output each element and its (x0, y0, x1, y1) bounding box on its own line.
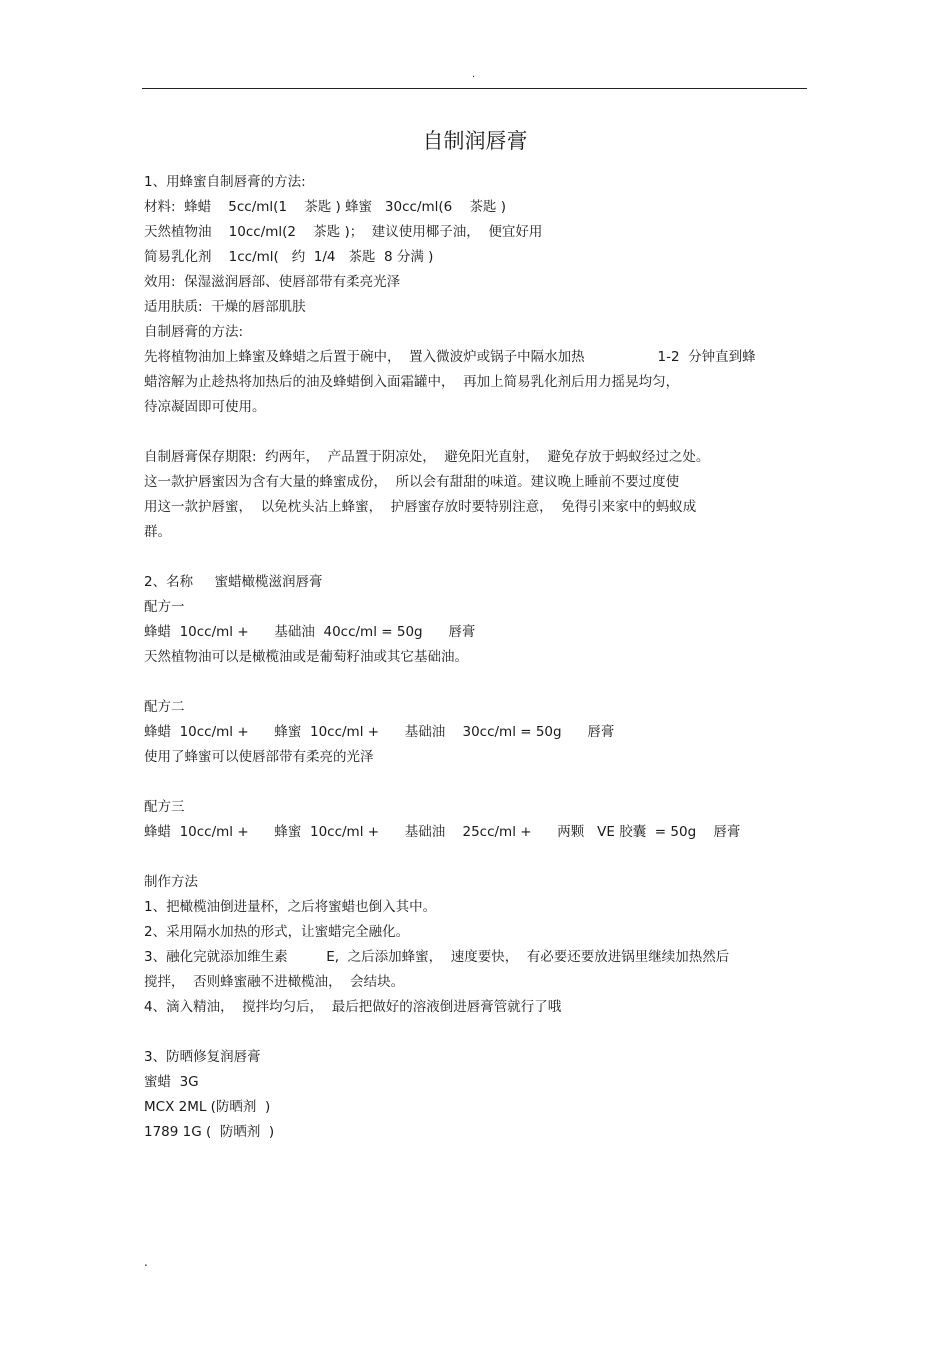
storage-line-1: 自制唇膏保存期限: 约两年， 产品置于阴凉处， 避免阳光直射， 避免存放于蚂蚁经过之处。 (144, 449, 710, 465)
materials-line: 材料: 蜂蜡 5cc/ml(1 茶匙 ) 蜂蜜 30cc/ml(6 茶匙 ) (144, 199, 506, 215)
oil-line: 天然植物油 10cc/ml(2 茶匙 )； 建议使用椰子油， 便宜好用 (144, 224, 543, 240)
spacer (144, 1020, 824, 1045)
storage-line-2: 这一款护唇蜜因为含有大量的蜂蜜成份， 所以会有甜甜的味道。建议晚上睡前不要过度使 (144, 474, 680, 490)
spacer (144, 420, 824, 445)
formula3-label: 配方三 (144, 799, 185, 815)
emulsifier-line: 简易乳化剂 1cc/ml( 约 1/4 茶匙 8 分满 ) (144, 249, 434, 265)
ingredient-3: 1789 1G ( 防晒剂 ) (144, 1124, 275, 1140)
steps-heading: 制作方法 (144, 874, 198, 890)
method-heading: 自制唇膏的方法: (144, 324, 244, 340)
storage-line-3: 用这一款护唇蜜， 以免枕头沾上蜂蜜， 护唇蜜存放时要特别注意， 免得引来家中的蚂蚁成 (144, 499, 697, 515)
section2-heading: 2、名称 蜜蜡橄榄滋润唇膏 (144, 574, 323, 590)
formula3-line: 蜂蜡 10cc/ml + 蜂蜜 10cc/ml + 基础油 25cc/ml + 两颗 VE 胶囊 = 50g 唇膏 (144, 824, 741, 840)
method-line-1: 先将植物油加上蜂蜜及蜂蜡之后置于碗中， 置入微波炉或锅子中隔水加热 1-2 分钟直到蜂 (144, 349, 756, 365)
spacer (144, 845, 824, 870)
header-divider (142, 88, 807, 89)
method-line-3: 待凉凝固即可使用。 (144, 399, 266, 415)
spacer (144, 770, 824, 795)
page-title: 自制润唇膏 (422, 129, 528, 153)
formula1-line: 蜂蜡 10cc/ml + 基础油 40cc/ml = 50g 唇膏 (144, 624, 476, 640)
formula1-note: 天然植物油可以是橄榄油或是葡萄籽油或其它基础油。 (144, 649, 468, 665)
header-mark: . (472, 69, 476, 80)
step-4: 4、滴入精油， 搅拌均匀后， 最后把做好的溶液倒进唇膏管就行了哦 (144, 999, 562, 1015)
section3-heading: 3、防晒修复润唇膏 (144, 1049, 261, 1065)
formula2-line: 蜂蜡 10cc/ml + 蜂蜜 10cc/ml + 基础油 30cc/ml = 50g 唇膏 (144, 724, 615, 740)
spacer (144, 670, 824, 695)
step-2: 2、采用隔水加热的形式，让蜜蜡完全融化。 (144, 924, 410, 940)
skin-type-line: 适用肤质: 干燥的唇部肌肤 (144, 299, 306, 315)
storage-line-4: 群。 (144, 524, 171, 540)
step-1: 1、把橄榄油倒进量杯，之后将蜜蜡也倒入其中。 (144, 899, 437, 915)
step-3-line-1: 3、融化完就添加维生素 E, 之后添加蜂蜜， 速度要快， 有必要还要放进锅里继续加热然后 (144, 949, 730, 965)
formula2-label: 配方二 (144, 699, 185, 715)
ingredient-1: 蜜蜡 3G (144, 1074, 199, 1090)
spacer (144, 545, 824, 570)
document-body (144, 170, 824, 1145)
section1-heading: 1、用蜂蜜自制唇膏的方法: (144, 174, 306, 190)
formula2-note: 使用了蜂蜜可以使唇部带有柔亮的光泽 (144, 749, 374, 765)
ingredient-2: MCX 2ML (防晒剂 ) (144, 1099, 271, 1115)
footer-mark: . (144, 1255, 148, 1269)
step-3-line-2: 搅拌， 否则蜂蜜融不进橄榄油， 会结块。 (144, 974, 405, 990)
formula1-label: 配方一 (144, 599, 185, 615)
method-line-2: 蜡溶解为止趁热将加热后的油及蜂蜡倒入面霜罐中， 再加上简易乳化剂后用力摇晃均匀， (144, 374, 680, 390)
effect-line: 效用: 保湿滋润唇部、使唇部带有柔亮光泽 (144, 274, 401, 290)
